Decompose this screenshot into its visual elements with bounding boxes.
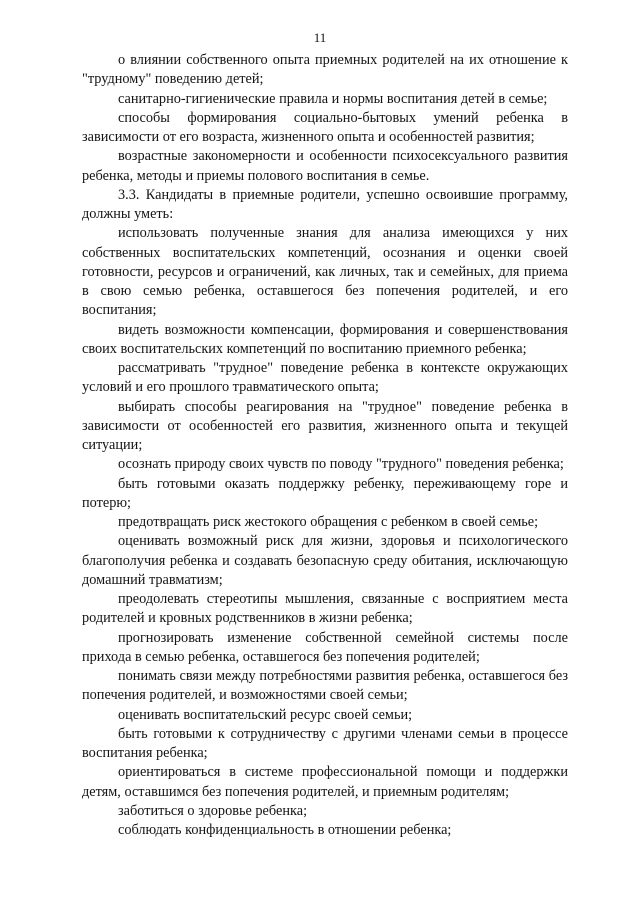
paragraph-hygiene-rules: санитарно-гигиенические правила и нормы воспитания детей в семье;: [118, 90, 548, 107]
paragraph-understand-needs: понимать связи между потребностями развития ребенка, оставшегося без попечения родителей, и возможностями своей семьи;: [82, 668, 568, 704]
section-3-3-heading: 3.3. Кандидаты в приемные родители, успешно освоившие программу, должны уметь:: [82, 186, 568, 222]
paragraph-household-skills: способы формирования социально-бытовых умений ребенка в зависимости от его возраста, жизненного опыта и особенностей развития;: [82, 109, 568, 145]
page-number: 11: [313, 30, 327, 45]
paragraph-assess-resource: оценивать воспитательский ресурс своей семьи;: [118, 706, 413, 723]
paragraph-overcome-stereotypes: преодолевать стереотипы мышления, связанные с восприятием места родителей и кровных родственников в жизни ребенка;: [82, 591, 568, 627]
paragraph-understand-feelings: осознать природу своих чувств по поводу "трудного" поведения ребенка;: [118, 456, 564, 473]
paragraph-cooperation: быть готовыми к сотрудничеству с другими членами семьи в процессе воспитания ребенка;: [82, 725, 568, 761]
paragraph-care-health: заботиться о здоровье ребенка;: [118, 802, 308, 819]
paragraph-age-patterns: возрастные закономерности и особенности психосексуального развития ребенка, методы и приемы полового воспитания в семье.: [82, 148, 568, 184]
paragraph-navigate-help: ориентироваться в системе профессиональной помощи и поддержки детям, оставшимся без попечения родителей, и приемным родителям;: [82, 764, 568, 800]
paragraph-see-possibilities: видеть возможности компенсации, формирования и совершенствования своих воспитательских компетенций по воспитанию приемного ребенка;: [82, 321, 568, 357]
paragraph-support-child: быть готовыми оказать поддержку ребенку, переживающему горе и потерю;: [82, 475, 568, 511]
paragraph-choose-response: выбирать способы реагирования на "трудное" поведение ребенка в зависимости от особенностей его развития, жизненного опыта и текущей ситуации;: [82, 398, 568, 453]
paragraph-forecast-change: прогнозировать изменение собственной семейной системы после прихода в семью ребенка, оставшегося без попечения родителей;: [82, 629, 568, 665]
paragraph-prevent-abuse: предотвращать риск жестокого обращения с ребенком в своей семье;: [118, 514, 539, 530]
paragraph-assess-risk: оценивать возможный риск для жизни, здоровья и психологического благополучия ребенка и создавать безопасную среду обитания, исключающую домашний травматизм;: [82, 533, 568, 588]
paragraph-consider-behavior: рассматривать "трудное" поведение ребенка в контексте окружающих условий и его прошлого травматического опыта;: [82, 360, 568, 396]
document-body: [82, 51, 568, 840]
paragraph-about-experience: о влиянии собственного опыта приемных родителей на их отношение к "трудному" поведению детей;: [82, 52, 568, 88]
paragraph-use-knowledge: использовать полученные знания для анализа имеющихся у них собственных воспитательских компетенций, осознания и оценки своей готовности, ресурсов и ограничений, как личных, так и семейных, для приема в свою семью ребенка, оставшегося без попечения родителей, и его воспитания;: [82, 225, 568, 319]
paragraph-confidentiality: соблюдать конфиденциальность в отношении ребенка;: [118, 822, 452, 838]
